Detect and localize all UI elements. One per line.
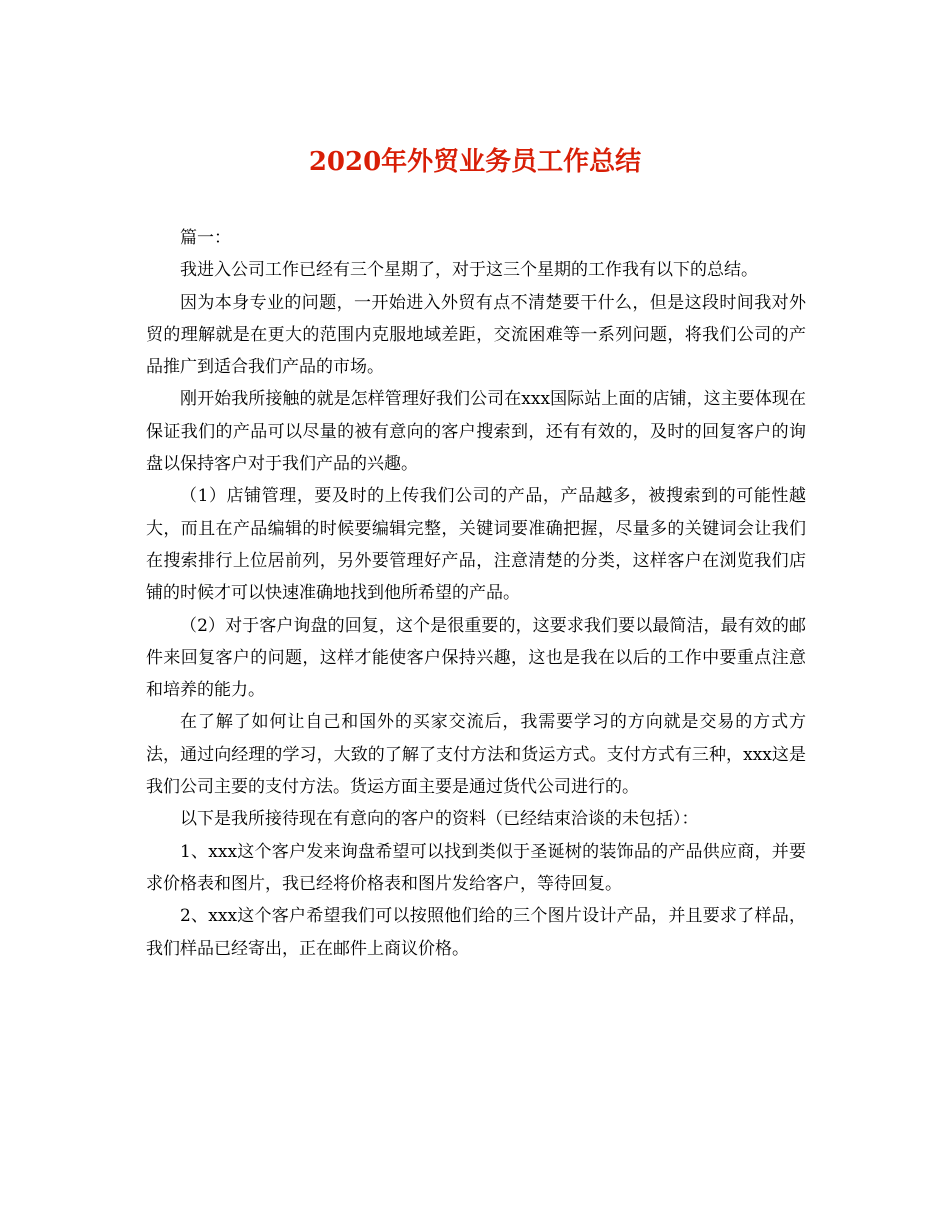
paragraph-understanding: 因为本身专业的问题，一开始进入外贸有点不清楚要干什么，但是这段时间我对外贸的理解就是在更大的范围内克服地域差距，交流困难等一系列问题，将我们公司的产品推广到适合我们产品的市场。 xyxy=(146,292,806,378)
paragraph-client-2: 2、xxx这个客户希望我们可以按照他们给的三个图片设计产品，并且要求了样品，我们样品已经寄出，正在邮件上商议价格。 xyxy=(146,906,806,959)
paragraph-section-label: 篇一： xyxy=(180,228,231,248)
document-title: 2020年外贸业务员工作总结 xyxy=(308,147,642,177)
paragraph-item-2: （2）对于客户询盘的回复，这个是很重要的，这要求我们要以最简洁，最有效的邮件来回复客户的问题，这样才能使客户保持兴趣，这也是我在以后的工作中要重点注意和培养的能力。 xyxy=(146,615,806,701)
paragraph-intro: 我进入公司工作已经有三个星期了，对于这三个星期的工作我有以下的总结。 xyxy=(180,260,758,281)
document-body xyxy=(146,222,806,965)
paragraph-item-1: （1）店铺管理，要及时的上传我们公司的产品，产品越多，被搜索到的可能性越大，而且在产品编辑的时候要编辑完整，关键词要准确把握，尽量多的关键词会让我们在搜索排行上位居前列，另外要管理好产品，注意清楚的分类，这样客户在浏览我们店铺的时候才可以快速准确地找到他所希望的产品。 xyxy=(146,486,806,604)
paragraph-client-list-intro: 以下是我所接待现在有意向的客户的资料（已经结束洽谈的未包括）： xyxy=(180,809,699,830)
paragraph-client-1: 1、xxx这个客户发来询盘希望可以找到类似于圣诞树的装饰品的产品供应商，并要求价格表和图片，我已经将价格表和图片发给客户，等待回复。 xyxy=(146,841,806,894)
paragraph-store-management-intro: 刚开始我所接触的就是怎样管理好我们公司在xxx国际站上面的店铺，这主要体现在保证我们的产品可以尽量的被有意向的客户搜索到，还有有效的，及时的回复客户的询盘以保持客户对于我们产品的兴趣。 xyxy=(146,389,806,475)
paragraph-trade-methods: 在了解了如何让自己和国外的买家交流后，我需要学习的方向就是交易的方式方法，通过向经理的学习，大致的了解了支付方法和货运方式。支付方式有三种，xxx这是我们公司主要的支付方法。货运方面主要是通过货代公司进行的。 xyxy=(146,712,806,798)
